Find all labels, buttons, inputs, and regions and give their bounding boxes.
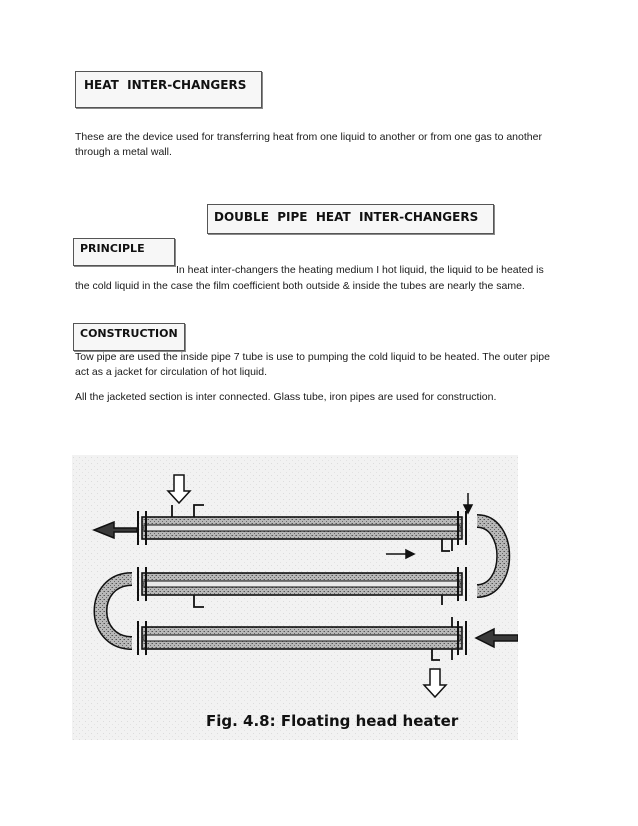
middle-inner-tube — [144, 581, 460, 587]
construction-heading — [73, 323, 185, 351]
principle-heading-text: PRINCIPLE — [80, 242, 145, 255]
principle-line-1: In heat inter-changers the heating medium I hot liquid, the liquid to be heated is — [176, 264, 544, 276]
construction-line-3: All the jacketed section is inter connected. Glass tube, iron pipes are used for construction. — [75, 391, 497, 403]
pipe-assembly — [101, 505, 504, 660]
subheading-text: DOUBLE PIPE HEAT INTER-CHANGERS — [214, 210, 479, 224]
figure-caption: Fig. 4.8: Floating head heater — [206, 712, 459, 730]
main-heading — [75, 71, 262, 108]
top-inner-tube — [144, 525, 460, 531]
floating-head-heater-figure — [72, 455, 518, 740]
construction-heading-text: CONSTRUCTION — [80, 327, 178, 340]
intro-line-2: through a metal wall. — [75, 146, 172, 158]
principle-line-2: the cold liquid in the case the film coefficient both outside & inside the tubes are nearly the same. — [75, 280, 525, 292]
bottom-inner-tube — [144, 635, 460, 641]
subheading — [207, 204, 494, 234]
construction-line-1: Tow pipe are used the inside pipe 7 tube is use to pumping the cold liquid to be heated. The outer pipe — [75, 351, 550, 363]
construction-line-2: act as a jacket for circulation of hot liquid. — [75, 366, 268, 378]
principle-heading — [73, 238, 175, 266]
main-heading-text: HEAT INTER-CHANGERS — [84, 78, 247, 92]
intro-line-1: These are the device used for transferring heat from one liquid to another or from one gas to another — [75, 131, 542, 143]
